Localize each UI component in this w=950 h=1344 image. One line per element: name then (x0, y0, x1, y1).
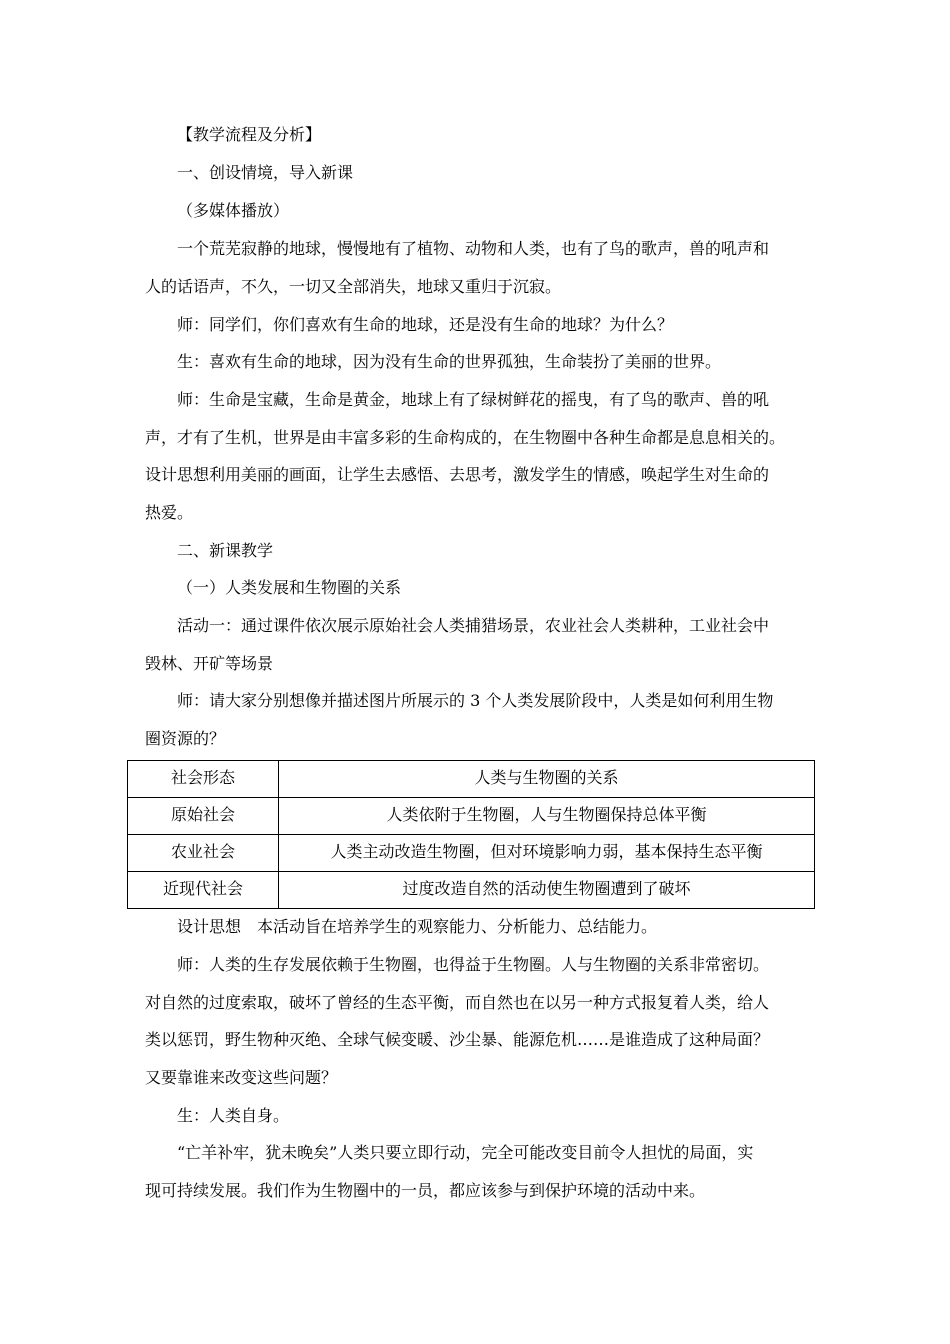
paragraph-line: 师：生命是宝藏，生命是黄金，地球上有了绿树鲜花的摇曳，有了鸟的歌声、兽的吼 (177, 390, 770, 409)
table-header-cell: 社会形态 (128, 761, 279, 798)
paragraph-line: 现可持续发展。我们作为生物圈中的一员，都应该参与到保护环境的活动中来。 (145, 1181, 706, 1200)
paragraph-line: 又要靠谁来改变这些问题？ (145, 1068, 338, 1087)
paragraph-line: 毁林、开矿等场景 (145, 654, 274, 673)
paragraph-line: “亡羊补牢，犹未晚矣”人类只要立即行动，完全可能改变目前令人担忧的局面，实 (177, 1143, 754, 1162)
table-row (128, 798, 815, 835)
paragraph-line: 对自然的过度索取，破坏了曾经的生态平衡，而自然也在以另一种方式报复着人类，给人 (145, 993, 770, 1012)
table-cell: 原始社会 (128, 798, 279, 835)
design-note: 设计思想 本活动旨在培养学生的观察能力、分析能力、总结能力。 (177, 917, 658, 936)
paragraph-line: 热爱。 (145, 503, 194, 522)
section-2-title: 二、新课教学 (177, 541, 274, 560)
paragraph-line: 一个荒芜寂静的地球，慢慢地有了植物、动物和人类，也有了鸟的歌声，兽的吼声和 (177, 239, 770, 258)
paragraph-line: 活动一：通过课件依次展示原始社会人类捕猎场景，农业社会人类耕种，工业社会中 (177, 616, 770, 635)
media-note: （多媒体播放） (177, 201, 290, 220)
paragraph-line: 设计思想利用美丽的画面，让学生去感悟、去思考，激发学生的情感，唤起学生对生命的 (145, 465, 770, 484)
section-1-title: 一、创设情境，导入新课 (177, 163, 354, 182)
table-row (128, 872, 815, 909)
student-answer: 生：喜欢有生命的地球，因为没有生命的世界孤独，生命装扮了美丽的世界。 (177, 352, 722, 371)
paragraph-line: 人的话语声，不久，一切又全部消失，地球又重归于沉寂。 (145, 277, 562, 296)
paragraph-line: 师：请大家分别想像并描述图片所展示的 3 个人类发展阶段中，人类是如何利用生物 (177, 691, 774, 710)
relationship-table (127, 760, 815, 909)
table-cell: 农业社会 (128, 835, 279, 872)
table-cell: 过度改造自然的活动使生物圈遭到了破坏 (279, 872, 815, 909)
paragraph-line: 声，才有了生机，世界是由丰富多彩的生命构成的，在生物圈中各种生命都是息息相关的。 (145, 428, 786, 447)
section-heading: 【教学流程及分析】 (177, 125, 322, 144)
teacher-question: 师：同学们，你们喜欢有生命的地球，还是没有生命的地球？为什么？ (177, 315, 674, 334)
table-cell: 人类主动改造生物圈，但对环境影响力弱，基本保持生态平衡 (279, 835, 815, 872)
paragraph-line: 圈资源的？ (145, 729, 226, 748)
paragraph-line: 类以惩罚，野生物种灭绝、全球气候变暖、沙尘暴、能源危机……是谁造成了这种局面？ (145, 1030, 770, 1049)
paragraph-line: 师：人类的生存发展依赖于生物圈，也得益于生物圈。人与生物圈的关系非常密切。 (177, 955, 770, 974)
table-header-cell: 人类与生物圈的关系 (279, 761, 815, 798)
subsection-title: （一）人类发展和生物圈的关系 (177, 578, 402, 597)
table-row (128, 835, 815, 872)
table-cell: 人类依附于生物圈，人与生物圈保持总体平衡 (279, 798, 815, 835)
table-header-row (128, 761, 815, 798)
student-answer: 生：人类自身。 (177, 1106, 290, 1125)
table-cell: 近现代社会 (128, 872, 279, 909)
